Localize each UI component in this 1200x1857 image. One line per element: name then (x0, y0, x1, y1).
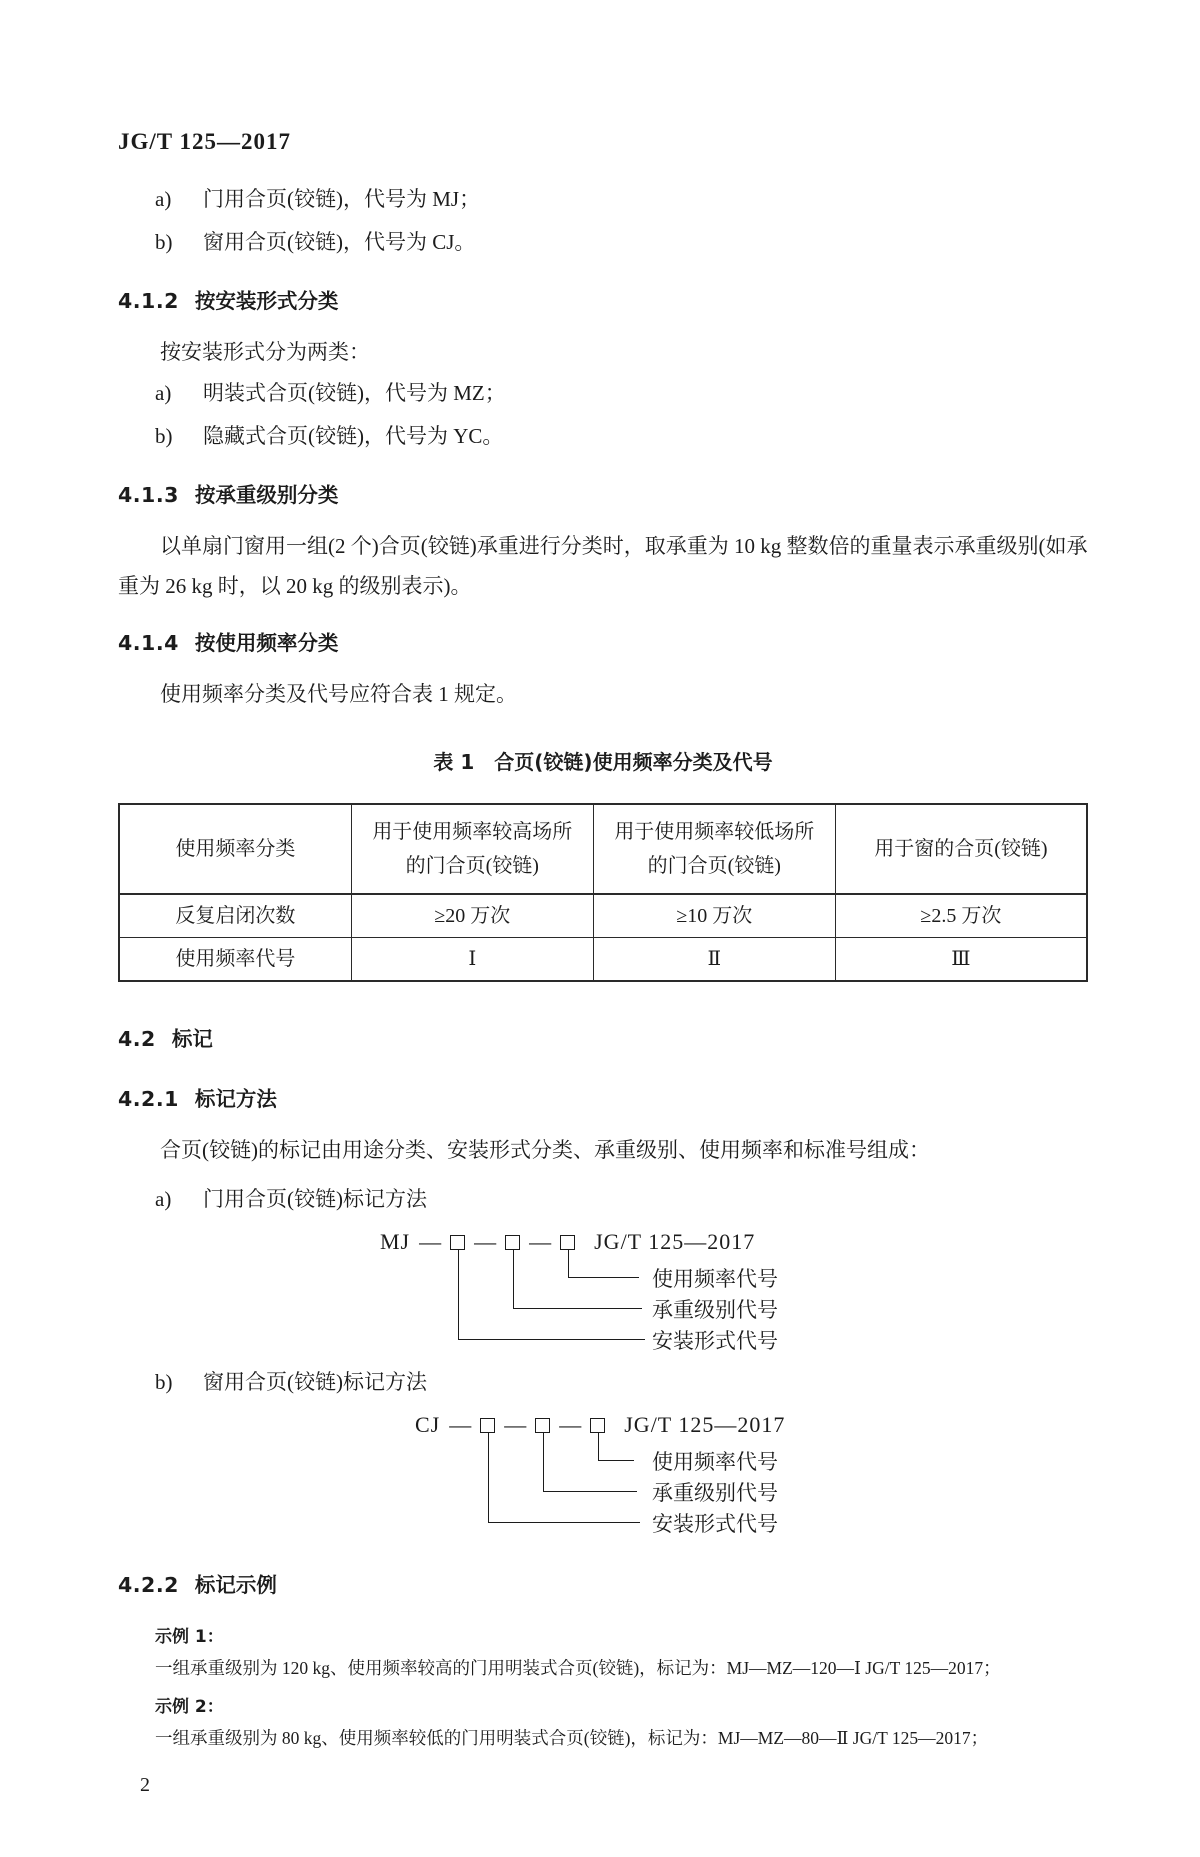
section-heading-4-1-4 (118, 628, 1088, 658)
table-header-cell: 用于使用频率较低场所的门合页(铰链) (593, 804, 835, 894)
table-cell: ≥2.5 万次 (835, 894, 1087, 938)
standard-code: JG/T 125—2017 (118, 129, 291, 154)
code-placeholder-box (590, 1418, 605, 1433)
table-cell: 使用频率代号 (119, 938, 351, 982)
diagram-label-install-type: 安装形式代号 (652, 1329, 778, 1353)
list-item-text: 窗用合页(铰链)，代号为 CJ。 (203, 230, 476, 254)
connector-line (568, 1249, 639, 1278)
section-number: 4.1.2 (118, 289, 179, 313)
code-placeholder-box (480, 1418, 495, 1433)
list-item-label: b) (155, 424, 173, 448)
dash-separator: — (559, 1412, 582, 1437)
table-cell: ≥10 万次 (593, 894, 835, 938)
diagram-label-frequency: 使用频率代号 (652, 1267, 778, 1291)
list-item-text: 门用合页(铰链)标记方法 (203, 1187, 427, 1211)
section-heading-4-2 (118, 1024, 1088, 1054)
section-title: 标记方法 (194, 1087, 277, 1111)
table-header-cell: 用于使用频率较高场所的门合页(铰链) (351, 804, 593, 894)
example-2-text: 一组承重级别为 80 kg、使用频率较低的门用明装式合页(铰链)，标记为：MJ—MZ—80—Ⅱ JG/T 125—2017； (155, 1728, 989, 1748)
table-cell: Ⅲ (835, 938, 1087, 982)
page-number: 2 (140, 1774, 150, 1796)
table-header (119, 804, 1087, 894)
section-heading-4-2-1 (118, 1084, 1088, 1114)
example-1-label: 示例 1： (155, 1627, 224, 1647)
paragraph: 以单扇门窗用一组(2 个)合页(铰链)承重进行分类时，取承重为 10 kg 整数倍的重量表示承重级别(如承重为 26 kg 时，以 20 kg 的级别表示)。 (118, 534, 1088, 598)
connector-line (598, 1432, 634, 1461)
usage-classification-list (155, 178, 1088, 264)
section-heading-4-1-3 (118, 480, 1088, 510)
example-1-text: 一组承重级别为 120 kg、使用频率较高的门用明装式合页(铰链)，标记为：MJ—MZ—120—Ⅰ JG/T 125—2017； (155, 1658, 1001, 1678)
table-cell: Ⅰ (351, 938, 593, 982)
section-heading-4-2-2 (118, 1570, 1088, 1600)
diagram-label-install-type: 安装形式代号 (652, 1512, 778, 1536)
list-item-text: 隐藏式合页(铰链)，代号为 YC。 (203, 424, 504, 448)
diagram-label-load-grade: 承重级别代号 (652, 1481, 778, 1505)
section-number: 4.2.2 (118, 1573, 179, 1597)
paragraph: 使用频率分类及代号应符合表 1 规定。 (160, 682, 517, 706)
table-header-cell: 用于窗的合页(铰链) (835, 804, 1087, 894)
marking-diagram-cj (118, 1410, 1088, 1544)
list-item-label: b) (155, 1370, 173, 1394)
section-title: 标记 (171, 1027, 213, 1051)
diagram-label-load-grade: 承重级别代号 (652, 1298, 778, 1322)
standard-number: JG/T 125—2017 (624, 1412, 786, 1437)
dash-separator: — (419, 1229, 442, 1254)
table-caption: 表 1 合页(铰链)使用频率分类及代号 (433, 750, 773, 774)
table-header-cell: 使用频率分类 (119, 804, 351, 894)
list-item-marking-door (155, 1178, 1088, 1221)
section-number: 4.1.3 (118, 483, 179, 507)
diagram-label-frequency: 使用频率代号 (652, 1450, 778, 1474)
section-title: 标记示例 (194, 1573, 277, 1597)
list-item-label: a) (155, 187, 172, 211)
standard-number: JG/T 125—2017 (594, 1229, 756, 1254)
install-type-list (155, 372, 1088, 458)
section-title: 按安装形式分类 (194, 289, 339, 313)
paragraph: 合页(铰链)的标记由用途分类、安装形式分类、承重级别、使用频率和标准号组成： (160, 1138, 930, 1162)
table-cell: ≥20 万次 (351, 894, 593, 938)
table-row (119, 894, 1087, 938)
dash-separator: — (504, 1412, 527, 1437)
table-cell: Ⅱ (593, 938, 835, 982)
table-cell: 反复启闭次数 (119, 894, 351, 938)
dash-separator: — (474, 1229, 497, 1254)
list-item-text: 窗用合页(铰链)标记方法 (203, 1370, 427, 1394)
list-item-label: b) (155, 230, 173, 254)
list-item-label: a) (155, 1187, 172, 1211)
list-item (155, 178, 1088, 221)
list-item-text: 明装式合页(铰链)，代号为 MZ； (203, 381, 506, 405)
table-header-row (119, 804, 1087, 894)
list-item-label: a) (155, 381, 172, 405)
table-body (119, 894, 1087, 981)
list-item-text: 门用合页(铰链)，代号为 MJ； (203, 187, 481, 211)
code-placeholder-box (535, 1418, 550, 1433)
marking-formula (380, 1227, 755, 1257)
section-title: 按使用频率分类 (194, 631, 339, 655)
section-title: 按承重级别分类 (194, 483, 339, 507)
table-row (119, 938, 1087, 982)
example-2-label: 示例 2： (155, 1697, 224, 1717)
paragraph: 按安装形式分为两类： (160, 340, 370, 364)
table-1-frequency-classification (118, 803, 1088, 982)
code-placeholder-box (450, 1235, 465, 1250)
marking-prefix: CJ (415, 1412, 441, 1437)
code-placeholder-box (505, 1235, 520, 1250)
list-item-marking-window (155, 1361, 1088, 1404)
list-item (155, 415, 1088, 458)
section-number: 4.2.1 (118, 1087, 179, 1111)
list-item (155, 221, 1088, 264)
marking-formula (415, 1410, 785, 1440)
section-number: 4.2 (118, 1027, 156, 1051)
section-number: 4.1.4 (118, 631, 179, 655)
code-placeholder-box (560, 1235, 575, 1250)
list-item (155, 372, 1088, 415)
section-heading-4-1-2 (118, 286, 1088, 316)
dash-separator: — (529, 1229, 552, 1254)
marking-prefix: MJ (380, 1229, 411, 1254)
marking-diagram-mj (118, 1227, 1088, 1361)
dash-separator: — (449, 1412, 472, 1437)
